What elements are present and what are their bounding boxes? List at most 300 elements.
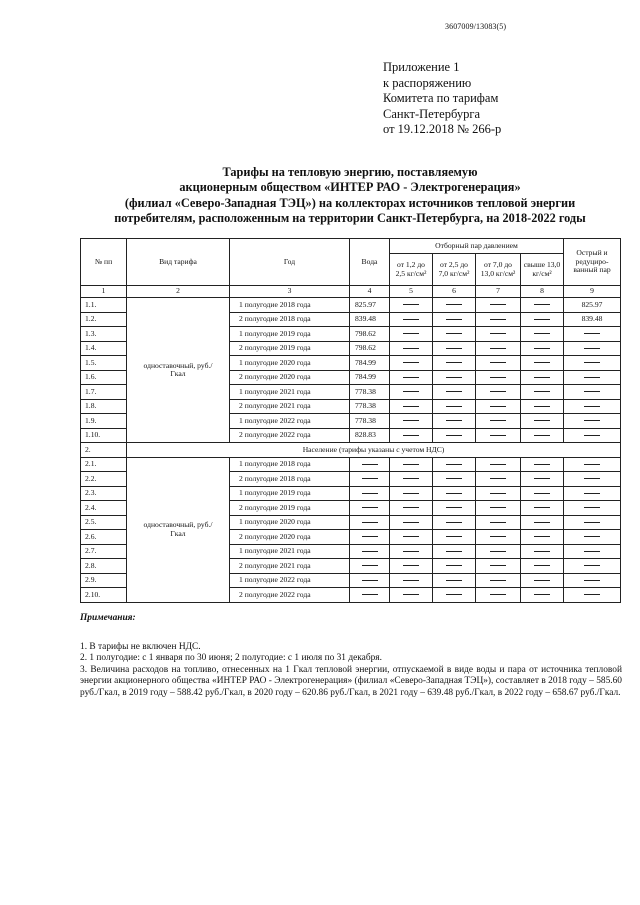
dash-mark: [584, 478, 600, 479]
steam-tariff: [390, 501, 433, 516]
steam-tariff: [521, 414, 564, 429]
row-num: 2.4.: [81, 501, 127, 516]
dash-mark: [490, 594, 506, 595]
steam-tariff: [521, 501, 564, 516]
dash-mark: [534, 580, 550, 581]
water-tariff: [350, 588, 390, 603]
col-number: 4: [350, 286, 390, 298]
appendix-line: к распоряжению: [383, 75, 472, 90]
steam-tariff: [390, 573, 433, 588]
row-num: 2.8.: [81, 559, 127, 574]
dash-mark: [584, 348, 600, 349]
row-num: 2.6.: [81, 530, 127, 545]
dash-mark: [446, 304, 462, 305]
steam-tariff: [521, 573, 564, 588]
dash-mark: [534, 551, 550, 552]
sharp-steam-tariff: [564, 327, 621, 342]
col-number: 8: [521, 286, 564, 298]
period-cell: 1 полугодие 2021 года: [230, 544, 350, 559]
steam-tariff: [521, 472, 564, 487]
water-tariff: 778.38: [350, 399, 390, 414]
dash-mark: [534, 319, 550, 320]
dash-mark: [584, 536, 600, 537]
dash-mark: [446, 362, 462, 363]
row-num: 1.9.: [81, 414, 127, 429]
steam-tariff: [521, 385, 564, 400]
steam-tariff: [390, 341, 433, 356]
dash-mark: [403, 406, 419, 407]
period-cell: 1 полугодие 2019 года: [230, 486, 350, 501]
steam-tariff: [521, 559, 564, 574]
dash-mark: [446, 435, 462, 436]
header-tariff-type: Вид тарифа: [127, 239, 230, 286]
dash-mark: [534, 391, 550, 392]
row-num: 2.9.: [81, 573, 127, 588]
water-tariff: 839.48: [350, 312, 390, 327]
sharp-steam-tariff: [564, 588, 621, 603]
dash-mark: [534, 522, 550, 523]
col-number: 1: [81, 286, 127, 298]
water-tariff: 778.38: [350, 385, 390, 400]
steam-tariff: [433, 544, 476, 559]
header-num: № пп: [81, 239, 127, 286]
header-steam-over-13: свыше 13,0 кг/см²: [521, 254, 564, 286]
dash-mark: [362, 551, 378, 552]
appendix-line: Санкт-Петербурга: [383, 106, 481, 121]
dash-mark: [534, 507, 550, 508]
period-cell: 2 полугодие 2019 года: [230, 501, 350, 516]
dash-mark: [584, 362, 600, 363]
steam-tariff: [433, 298, 476, 313]
steam-tariff: [476, 457, 521, 472]
steam-tariff: [476, 544, 521, 559]
sharp-steam-tariff: [564, 573, 621, 588]
steam-tariff: [390, 457, 433, 472]
period-cell: 1 полугодие 2020 года: [230, 515, 350, 530]
dash-mark: [490, 464, 506, 465]
steam-tariff: [476, 573, 521, 588]
dash-mark: [403, 391, 419, 392]
row-num: 2.7.: [81, 544, 127, 559]
dash-mark: [490, 565, 506, 566]
steam-tariff: [390, 399, 433, 414]
water-tariff: [350, 472, 390, 487]
steam-tariff: [390, 428, 433, 443]
row-num: 1.5.: [81, 356, 127, 371]
dash-mark: [446, 551, 462, 552]
water-tariff: [350, 544, 390, 559]
dash-mark: [362, 464, 378, 465]
dash-mark: [446, 493, 462, 494]
dash-mark: [534, 377, 550, 378]
dash-mark: [362, 478, 378, 479]
appendix-line: Комитета по тарифам: [383, 91, 499, 105]
steam-tariff: [433, 486, 476, 501]
steam-tariff: [433, 399, 476, 414]
sharp-steam-tariff: [564, 399, 621, 414]
row-num: 1.2.: [81, 312, 127, 327]
dash-mark: [362, 507, 378, 508]
sharp-steam-tariff: [564, 414, 621, 429]
steam-tariff: [390, 486, 433, 501]
header-year: Год: [230, 239, 350, 286]
period-cell: 2 полугодие 2021 года: [230, 399, 350, 414]
header-steam-1-2-5: от 1,2 до 2,5 кг/см²: [390, 254, 433, 286]
steam-tariff: [476, 501, 521, 516]
dash-mark: [403, 478, 419, 479]
steam-tariff: [390, 327, 433, 342]
steam-tariff: [433, 341, 476, 356]
steam-tariff: [390, 559, 433, 574]
document-title: [80, 165, 620, 227]
dash-mark: [584, 333, 600, 334]
row-num: 2.3.: [81, 486, 127, 501]
appendix-block: [383, 60, 501, 138]
steam-tariff: [433, 312, 476, 327]
dash-mark: [490, 391, 506, 392]
dash-mark: [403, 348, 419, 349]
water-tariff: 784.99: [350, 370, 390, 385]
period-cell: 2 полугодие 2018 года: [230, 312, 350, 327]
sharp-steam-tariff: [564, 544, 621, 559]
dash-mark: [446, 319, 462, 320]
steam-tariff: [521, 588, 564, 603]
water-tariff: 778.38: [350, 414, 390, 429]
sharp-steam-tariff: [564, 341, 621, 356]
dash-mark: [490, 362, 506, 363]
row-num: 2.2.: [81, 472, 127, 487]
steam-tariff: [433, 573, 476, 588]
dash-mark: [584, 551, 600, 552]
steam-tariff: [390, 414, 433, 429]
dash-mark: [534, 348, 550, 349]
dash-mark: [403, 304, 419, 305]
period-cell: 2 полугодие 2019 года: [230, 341, 350, 356]
water-tariff: 784.99: [350, 356, 390, 371]
steam-tariff: [521, 457, 564, 472]
dash-mark: [490, 304, 506, 305]
steam-tariff: [521, 298, 564, 313]
title-line: потребителям, расположенным на территории Санкт-Петербурга, на 2018-2022 годы: [114, 211, 586, 226]
steam-tariff: [433, 559, 476, 574]
steam-tariff: [433, 588, 476, 603]
header-sharp-steam: Острый и редуциро-ванный пар: [564, 239, 621, 286]
dash-mark: [403, 464, 419, 465]
steam-tariff: [433, 327, 476, 342]
steam-tariff: [476, 312, 521, 327]
water-tariff: [350, 457, 390, 472]
steam-tariff: [433, 385, 476, 400]
notes-title: Примечания:: [80, 613, 136, 623]
row-num: 1.4.: [81, 341, 127, 356]
dash-mark: [490, 348, 506, 349]
dash-mark: [490, 493, 506, 494]
tariffs-table: [80, 238, 621, 603]
dash-mark: [584, 377, 600, 378]
section-num: 2.: [81, 443, 127, 458]
sharp-steam-tariff: [564, 472, 621, 487]
steam-tariff: [476, 399, 521, 414]
dash-mark: [446, 478, 462, 479]
title-line: (филиал «Северо-Западная ТЭЦ») на коллекторах источников тепловой энергии: [124, 195, 576, 210]
tariff-type: одноставочный, руб./Гкал: [127, 298, 230, 443]
col-number: 5: [390, 286, 433, 298]
dash-mark: [403, 420, 419, 421]
note-item: 1. В тарифы не включен НДС.: [80, 641, 201, 652]
dash-mark: [446, 420, 462, 421]
steam-tariff: [433, 530, 476, 545]
steam-tariff: [476, 559, 521, 574]
steam-tariff: [476, 327, 521, 342]
steam-tariff: [390, 370, 433, 385]
dash-mark: [403, 551, 419, 552]
dash-mark: [362, 594, 378, 595]
dash-mark: [403, 493, 419, 494]
steam-tariff: [476, 356, 521, 371]
water-tariff: 825.97: [350, 298, 390, 313]
dash-mark: [490, 536, 506, 537]
sharp-steam-tariff: [564, 356, 621, 371]
steam-tariff: [476, 515, 521, 530]
water-tariff: [350, 486, 390, 501]
dash-mark: [584, 464, 600, 465]
dash-mark: [490, 507, 506, 508]
sharp-steam-tariff: 839.48: [564, 312, 621, 327]
steam-tariff: [433, 515, 476, 530]
dash-mark: [490, 478, 506, 479]
steam-tariff: [476, 341, 521, 356]
water-tariff: [350, 501, 390, 516]
row-num: 2.1.: [81, 457, 127, 472]
steam-tariff: [476, 472, 521, 487]
table-row: [81, 298, 621, 313]
dash-mark: [584, 420, 600, 421]
water-tariff: [350, 559, 390, 574]
steam-tariff: [521, 530, 564, 545]
dash-mark: [446, 536, 462, 537]
steam-tariff: [390, 356, 433, 371]
water-tariff: 798.62: [350, 341, 390, 356]
row-num: 1.7.: [81, 385, 127, 400]
appendix-line: от 19.12.2018 № 266-р: [383, 122, 502, 136]
dash-mark: [490, 406, 506, 407]
sharp-steam-tariff: [564, 559, 621, 574]
dash-mark: [446, 391, 462, 392]
col-number: 2: [127, 286, 230, 298]
dash-mark: [446, 464, 462, 465]
water-tariff: 828.83: [350, 428, 390, 443]
dash-mark: [403, 594, 419, 595]
dash-mark: [446, 406, 462, 407]
dash-mark: [584, 435, 600, 436]
period-cell: 2 полугодие 2022 года: [230, 588, 350, 603]
dash-mark: [584, 565, 600, 566]
dash-mark: [534, 536, 550, 537]
steam-tariff: [390, 588, 433, 603]
dash-mark: [403, 435, 419, 436]
dash-mark: [490, 580, 506, 581]
steam-tariff: [476, 414, 521, 429]
dash-mark: [584, 522, 600, 523]
dash-mark: [490, 435, 506, 436]
steam-tariff: [476, 588, 521, 603]
note-item: 2. 1 полугодие: с 1 января по 30 июня; 2 полугодие: с 1 июля по 31 декабря.: [80, 653, 382, 664]
dash-mark: [446, 580, 462, 581]
sharp-steam-tariff: [564, 530, 621, 545]
period-cell: 1 полугодие 2021 года: [230, 385, 350, 400]
note-item: 3. Величина расходов на топливо, отнесенных на 1 Гкал тепловой энергии, отпускаемой в виде воды и пара от источника тепловой энергии акционерного общества «ИНТЕР РАО - Электрогенерация» (филиал «Северо-Западная ТЭЦ»), составляет в 2018 году – 585.60 руб./Гкал, в 2019 году – 588.42 руб./Гкал, в 2020 году – 620.86 руб./Гкал, в 2021 году – 639.48 руб./Гкал, в 2022 году – 658.67 руб./Гкал.: [80, 664, 622, 698]
dash-mark: [490, 333, 506, 334]
notes-block: [80, 613, 622, 700]
dash-mark: [362, 565, 378, 566]
dash-mark: [446, 522, 462, 523]
sharp-steam-tariff: 825.97: [564, 298, 621, 313]
dash-mark: [534, 435, 550, 436]
row-num: 1.1.: [81, 298, 127, 313]
row-num: 1.6.: [81, 370, 127, 385]
dash-mark: [584, 580, 600, 581]
dash-mark: [403, 319, 419, 320]
sharp-steam-tariff: [564, 370, 621, 385]
dash-mark: [534, 493, 550, 494]
dash-mark: [446, 348, 462, 349]
dash-mark: [534, 594, 550, 595]
period-cell: 2 полугодие 2018 года: [230, 472, 350, 487]
row-num: 1.3.: [81, 327, 127, 342]
dash-mark: [403, 522, 419, 523]
dash-mark: [490, 420, 506, 421]
dash-mark: [362, 522, 378, 523]
dash-mark: [403, 536, 419, 537]
steam-tariff: [433, 428, 476, 443]
dash-mark: [534, 478, 550, 479]
steam-tariff: [521, 341, 564, 356]
header-steam-group: Отборный пар давлением: [390, 239, 564, 254]
dash-mark: [534, 333, 550, 334]
water-tariff: [350, 515, 390, 530]
title-line: акционерным обществом «ИНТЕР РАО - Электрогенерация»: [179, 180, 521, 195]
steam-tariff: [390, 515, 433, 530]
section-heading: Население (тарифы указаны с учетом НДС): [127, 443, 621, 458]
steam-tariff: [476, 530, 521, 545]
dash-mark: [534, 420, 550, 421]
dash-mark: [490, 551, 506, 552]
dash-mark: [534, 406, 550, 407]
water-tariff: [350, 530, 390, 545]
steam-tariff: [433, 370, 476, 385]
row-num: 2.5.: [81, 515, 127, 530]
row-num: 1.10.: [81, 428, 127, 443]
col-number: 6: [433, 286, 476, 298]
period-cell: 1 полугодие 2019 года: [230, 327, 350, 342]
period-cell: 2 полугодие 2021 года: [230, 559, 350, 574]
steam-tariff: [390, 530, 433, 545]
period-cell: 2 полугодие 2020 года: [230, 530, 350, 545]
dash-mark: [403, 507, 419, 508]
steam-tariff: [521, 356, 564, 371]
dash-mark: [446, 565, 462, 566]
appendix-line: Приложение 1: [383, 60, 460, 74]
period-cell: 2 полугодие 2022 года: [230, 428, 350, 443]
dash-mark: [403, 580, 419, 581]
document-number: 3607009/13083(5): [445, 22, 507, 31]
header-steam-2-5-7: от 2,5 до 7,0 кг/см²: [433, 254, 476, 286]
sharp-steam-tariff: [564, 486, 621, 501]
header-water: Вода: [350, 239, 390, 286]
steam-tariff: [521, 327, 564, 342]
dash-mark: [362, 580, 378, 581]
dash-mark: [534, 304, 550, 305]
tariff-type: одноставочный, руб./Гкал: [127, 457, 230, 602]
steam-tariff: [521, 515, 564, 530]
col-number: 9: [564, 286, 621, 298]
period-cell: 1 полугодие 2022 года: [230, 414, 350, 429]
dash-mark: [403, 565, 419, 566]
water-tariff: 798.62: [350, 327, 390, 342]
dash-mark: [403, 333, 419, 334]
dash-mark: [490, 377, 506, 378]
title-line: Тарифы на тепловую энергию, поставляемую: [222, 165, 478, 179]
dash-mark: [446, 377, 462, 378]
dash-mark: [490, 319, 506, 320]
steam-tariff: [476, 486, 521, 501]
steam-tariff: [390, 298, 433, 313]
steam-tariff: [476, 385, 521, 400]
steam-tariff: [476, 298, 521, 313]
section-heading-row: [81, 443, 621, 458]
dash-mark: [584, 507, 600, 508]
col-number: 3: [230, 286, 350, 298]
period-cell: 1 полугодие 2020 года: [230, 356, 350, 371]
water-tariff: [350, 573, 390, 588]
sharp-steam-tariff: [564, 501, 621, 516]
steam-tariff: [521, 544, 564, 559]
steam-tariff: [433, 472, 476, 487]
table-row: [81, 457, 621, 472]
steam-tariff: [433, 356, 476, 371]
period-cell: 2 полугодие 2020 года: [230, 370, 350, 385]
steam-tariff: [390, 312, 433, 327]
dash-mark: [534, 362, 550, 363]
dash-mark: [446, 333, 462, 334]
steam-tariff: [521, 399, 564, 414]
row-num: 2.10.: [81, 588, 127, 603]
steam-tariff: [476, 428, 521, 443]
steam-tariff: [433, 414, 476, 429]
steam-tariff: [521, 428, 564, 443]
sharp-steam-tariff: [564, 385, 621, 400]
steam-tariff: [521, 486, 564, 501]
dash-mark: [403, 362, 419, 363]
dash-mark: [534, 464, 550, 465]
sharp-steam-tariff: [564, 428, 621, 443]
dash-mark: [403, 377, 419, 378]
period-cell: 1 полугодие 2018 года: [230, 298, 350, 313]
steam-tariff: [476, 370, 521, 385]
steam-tariff: [433, 457, 476, 472]
row-num: 1.8.: [81, 399, 127, 414]
header-steam-7-13: от 7,0 до 13,0 кг/см²: [476, 254, 521, 286]
dash-mark: [584, 391, 600, 392]
dash-mark: [446, 594, 462, 595]
period-cell: 1 полугодие 2018 года: [230, 457, 350, 472]
steam-tariff: [390, 544, 433, 559]
dash-mark: [446, 507, 462, 508]
steam-tariff: [521, 370, 564, 385]
dash-mark: [490, 522, 506, 523]
dash-mark: [362, 493, 378, 494]
dash-mark: [534, 565, 550, 566]
